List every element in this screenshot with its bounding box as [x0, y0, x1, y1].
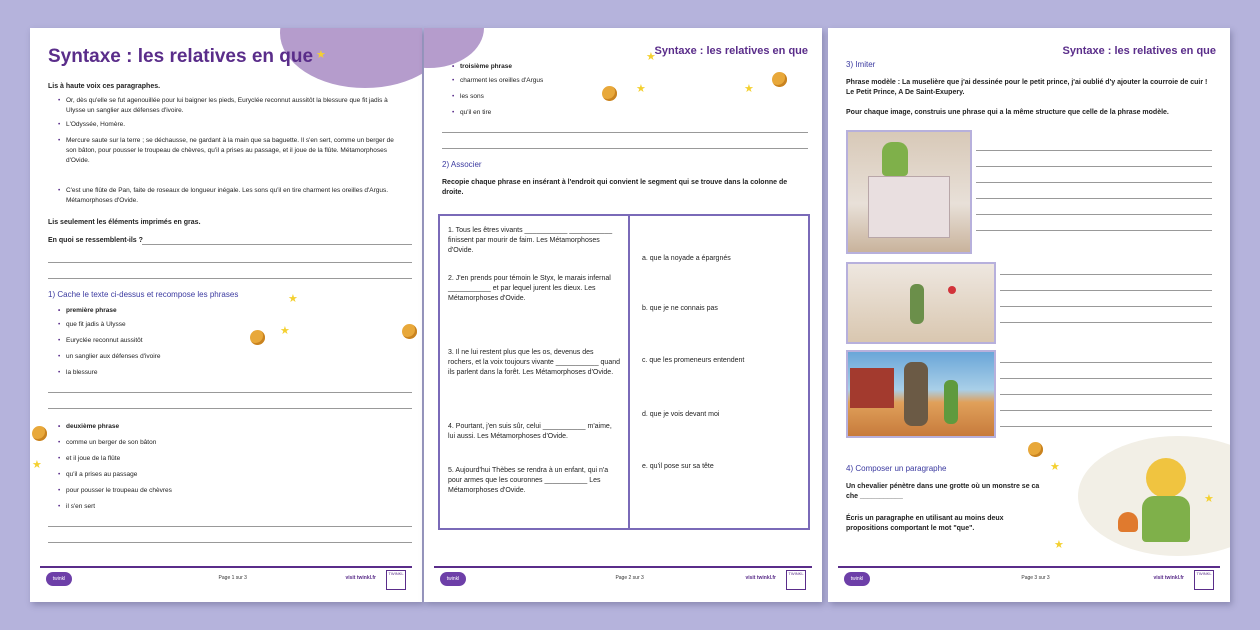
ball-icon	[32, 426, 47, 441]
phrase-label: • troisième phrase	[460, 62, 512, 72]
plane-icon	[850, 368, 894, 408]
paragraph-item: • Or, dès qu'elle se fut agenouillée pour lui baigner les pieds, Euryclée reconnut aussitôt la blessure que fit jadis à Ulysse un sanglier aux défenses d'ivoire.	[66, 96, 406, 116]
instruction-text: Recopie chaque phrase en insérant à l'endroit qui convient le segment qui se trouve dans la colonne de droite.	[442, 179, 788, 196]
phrase-label: • première phrase	[66, 306, 117, 316]
page-footer	[838, 566, 1220, 592]
sentence-item: 1. Tous les êtres vivants ___________ ___________ finissent par mourir de faim. Les Métamorphoses d'Ovide.	[448, 227, 613, 254]
answer-line[interactable]	[1000, 274, 1212, 275]
answer-line[interactable]	[442, 132, 808, 133]
star-icon: ★	[744, 83, 754, 95]
answer-line[interactable]	[1000, 410, 1212, 411]
instruction-text: Pour chaque image, construis une phrase qui a la même structure que celle de la phrase modèle.	[846, 109, 1169, 116]
paragraph-item: • C'est une flûte de Pan, faite de roseaux de longueur inégale. Les sons qu'il en tire charment les oreilles d'Argus. Métamorphoses d'Ovide.	[66, 186, 406, 206]
paragraph-instruction: Écris un paragraphe en utilisant au moins deux propositions comportant le mot "que".	[846, 515, 1004, 532]
worksheet-page-3	[828, 28, 1230, 602]
phrase-item: • et il joue de la flûte	[66, 454, 120, 464]
prince-body-icon	[1142, 496, 1190, 542]
prince-head-icon	[1146, 458, 1186, 498]
answer-line[interactable]	[442, 148, 808, 149]
prince-with-rose-image	[846, 262, 996, 344]
answer-line[interactable]	[976, 214, 1212, 215]
answer-line[interactable]	[1000, 290, 1212, 291]
page-title: Syntaxe : les relatives en que	[1062, 45, 1216, 57]
footer-link[interactable]: visit twinkl.fr	[1153, 575, 1184, 581]
star-icon: ★	[636, 83, 646, 95]
instruction-text: Lis seulement les éléments imprimés en gras.	[48, 219, 201, 226]
answer-line[interactable]	[976, 198, 1212, 199]
badge-icon: TWINKL	[1194, 570, 1214, 590]
twinkl-logo: twinkl	[46, 572, 72, 586]
segment-item: e. qu'il pose sur sa tête	[642, 463, 714, 470]
phrase-item: • pour pousser le troupeau de chèvres	[66, 486, 172, 496]
ball-icon	[772, 72, 787, 87]
intro-text: Lis à haute voix ces paragraphes.	[48, 83, 161, 90]
star-icon: ★	[1204, 493, 1214, 505]
page-title: Syntaxe : les relatives en que	[48, 46, 314, 67]
segment-item: d. que je vois devant moi	[642, 411, 720, 418]
paragraph-item: • Mercure saute sur la terre ; se déchausse, ne gardant à la main que sa baguette. Il s'en sert, comme un berger de son bâton, pour pousser le troupeau de chèvres, qu'il a prises au passage, et il joue de la flûte. Métamorphoses d'Ovide.	[66, 136, 406, 166]
answer-line[interactable]	[976, 150, 1212, 151]
phrase-item: • Euryclée reconnut aussitôt	[66, 336, 143, 346]
phrase-item: • les sons	[460, 92, 484, 102]
prince-figure-icon	[882, 142, 908, 176]
answer-line[interactable]	[48, 278, 412, 279]
section-heading: 4) Composer un paragraphe	[846, 464, 947, 473]
question-text: En quoi se ressemblent-ils ?	[48, 237, 143, 244]
badge-icon: TWINKL	[786, 570, 806, 590]
answer-line[interactable]	[1000, 378, 1212, 379]
prince-figure-icon	[944, 380, 958, 424]
twinkl-logo: twinkl	[440, 572, 466, 586]
section-heading: 1) Cache le texte ci-dessus et recompose les phrases	[48, 290, 239, 299]
column-divider	[628, 216, 630, 528]
star-icon: ★	[316, 49, 326, 61]
section-heading: 3) Imiter	[846, 60, 876, 69]
little-prince-on-planet-image	[846, 130, 972, 254]
answer-line[interactable]	[1000, 394, 1212, 395]
page-title: Syntaxe : les relatives en que	[654, 45, 808, 57]
aviator-figure-icon	[904, 362, 928, 426]
sentence-item: 2. J'en prends pour témoin le Styx, le marais infernal ___________ et par lequel jurent les dieux. Les Métamorphoses d'Ovide.	[448, 275, 611, 302]
answer-line[interactable]	[1000, 322, 1212, 323]
paragraph-prompt: Un chevalier pénètre dans une grotte où un monstre se ca che ___________	[846, 483, 1040, 500]
phrase-item: • un sanglier aux défenses d'ivoire	[66, 352, 160, 362]
worksheet-page-1	[30, 28, 422, 602]
worksheet-page-2	[424, 28, 822, 602]
answer-line[interactable]	[48, 262, 412, 263]
segment-item: c. que les promeneurs entendent	[642, 357, 745, 364]
answer-line[interactable]	[1000, 426, 1212, 427]
footer-link[interactable]: visit twinkl.fr	[745, 575, 776, 581]
page-footer	[434, 566, 812, 592]
answer-line[interactable]	[48, 526, 412, 527]
phrase-item: • que fit jadis à Ulysse	[66, 320, 126, 330]
phrase-item: • il s'en sert	[66, 502, 95, 512]
aviator-and-prince-image	[846, 350, 996, 438]
model-sentence: Phrase modèle : La muselière que j'ai dessinée pour le petit prince, j'ai oublié d'y ajouter la courroie de cuir ! Le Petit Prince, A De Saint-Exupery.	[846, 79, 1208, 96]
sentence-item: 5. Aujourd'hui Thèbes se rendra à un enfant, qui n'a pour armes que les couronnes ___________ Les Métamorphoses d'Ovide.	[448, 467, 609, 494]
sentence-item: 4. Pourtant, j'en suis sûr, celui ___________ m'aime, lui aussi. Les Métamorphoses d'Ovide.	[448, 423, 612, 440]
phrase-item: • charment les oreilles d'Argus	[460, 76, 543, 86]
answer-line[interactable]	[48, 392, 412, 393]
twinkl-logo: twinkl	[844, 572, 870, 586]
planet-block-icon	[868, 176, 950, 238]
page-number: Page 1 sur 3	[218, 575, 247, 581]
badge-icon: TWINKL	[386, 570, 406, 590]
section-heading: 2) Associer	[442, 160, 482, 169]
star-icon: ★	[1050, 461, 1060, 473]
ball-icon	[402, 324, 417, 339]
answer-line[interactable]	[142, 244, 412, 245]
phrase-item: • qu'il a prises au passage	[66, 470, 137, 480]
phrase-item: • comme un berger de son bâton	[66, 438, 156, 448]
ball-icon	[1028, 442, 1043, 457]
segment-item: a. que la noyade a épargnés	[642, 255, 731, 262]
page-footer	[40, 566, 412, 592]
phrase-item: • qu'il en tire	[460, 108, 491, 118]
star-icon: ★	[280, 325, 290, 337]
ball-icon	[602, 86, 617, 101]
star-icon: ★	[646, 51, 656, 63]
answer-line[interactable]	[976, 182, 1212, 183]
answer-line[interactable]	[1000, 362, 1212, 363]
ball-icon	[250, 330, 265, 345]
sentence-item: 3. Il ne lui restent plus que les os, devenus des rochers, et la voix toujours vivante ___________ quand ils parlent dans la forêt. Les Métamorphoses d'Ovide.	[448, 349, 621, 376]
answer-line[interactable]	[976, 166, 1212, 167]
rose-icon	[948, 286, 956, 294]
page-number: Page 3 sur 3	[1021, 575, 1050, 581]
page-number: Page 2 sur 3	[615, 575, 644, 581]
prince-figure-icon	[910, 284, 924, 324]
footer-link[interactable]: visit twinkl.fr	[345, 575, 376, 581]
star-icon: ★	[1054, 539, 1064, 551]
paragraph-item: • L'Odyssée, Homère.	[66, 120, 406, 130]
star-icon: ★	[32, 459, 42, 471]
answer-line[interactable]	[976, 230, 1212, 231]
answer-line[interactable]	[48, 542, 412, 543]
answer-line[interactable]	[1000, 306, 1212, 307]
answer-line[interactable]	[48, 408, 412, 409]
fox-icon	[1118, 512, 1138, 532]
matching-table	[438, 214, 810, 530]
segment-item: b. que je ne connais pas	[642, 305, 718, 312]
phrase-label: • deuxième phrase	[66, 422, 119, 432]
star-icon: ★	[288, 293, 298, 305]
phrase-item: • la blessure	[66, 368, 97, 378]
